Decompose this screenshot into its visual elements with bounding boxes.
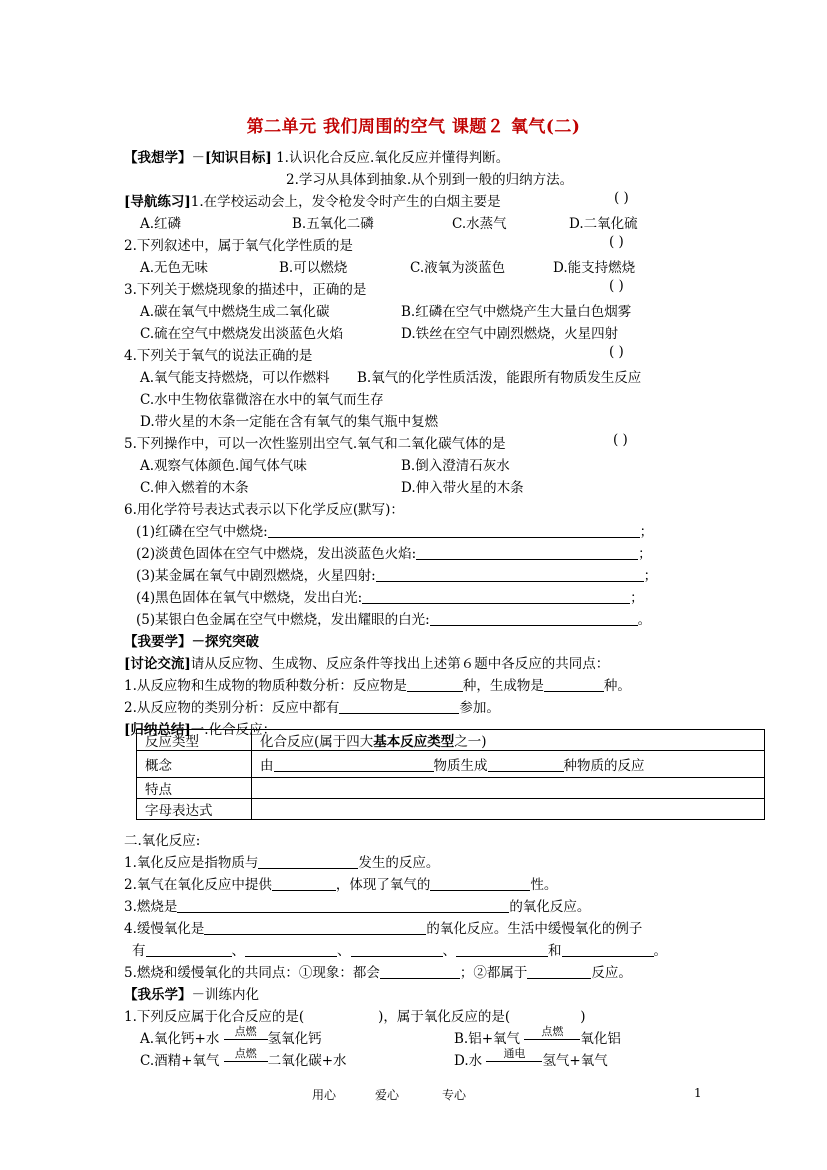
q3-option-d: D.铁丝在空气中剧烈燃烧，火星四射 xyxy=(401,326,619,342)
reaction-arrow-icon xyxy=(224,1025,268,1045)
table-row xyxy=(137,730,765,751)
answer-blank[interactable] xyxy=(488,757,564,772)
footer-motto-3: 专心 xyxy=(442,1088,467,1102)
reaction-arrow-icon xyxy=(224,1047,268,1067)
q6-item-1-text: (1)红磷在空气中燃烧: xyxy=(136,524,268,540)
question-1-answer-box: ( ) xyxy=(614,190,629,206)
section-explore xyxy=(124,630,259,650)
period: 。 xyxy=(637,612,652,628)
answer-blank[interactable] xyxy=(177,898,509,913)
section-happy xyxy=(124,983,259,1003)
q5-option-d: D.伸入带火星的木条 xyxy=(401,480,524,496)
text: 参加。 xyxy=(459,700,500,716)
table-cell-label: 概念 xyxy=(137,751,252,778)
section-head-happy: 【我乐学】 xyxy=(124,987,192,1003)
oxidation-line-2 xyxy=(124,873,557,893)
reaction-condition: 点燃 xyxy=(234,1025,257,1038)
oxidation-line-3 xyxy=(124,895,590,915)
text: 种，生成物是 xyxy=(462,678,544,694)
section-head-think: 【我想学】 xyxy=(124,150,192,166)
semicolon: ； xyxy=(630,590,644,606)
table-row xyxy=(137,778,765,799)
practice-option-c xyxy=(140,1049,347,1069)
answer-blank[interactable] xyxy=(527,964,591,979)
page-title: 第二单元 我们周围的空气 课题２ 氧气(二) xyxy=(246,117,581,137)
text: 有 xyxy=(132,943,146,959)
question-6: 6.用化学符号表达式表示以下化学反应(默写)： xyxy=(124,502,404,518)
goal-2: 2.学习从具体到抽象.从个别到一般的归纳方法。 xyxy=(286,172,574,188)
answer-blank[interactable] xyxy=(562,942,654,957)
table-cell-label: 反应类型 xyxy=(137,730,252,751)
discuss-label: [讨论交流] xyxy=(124,656,191,672)
q6-item-5-text: (5)某银白色金属在空气中燃烧，发出耀眼的白光: xyxy=(136,612,430,628)
semicolon: ； xyxy=(639,524,654,540)
text: 5.燃烧和缓慢氧化的共同点：①现象：都会 xyxy=(124,965,380,981)
goal-label: [知识目标] xyxy=(205,150,272,166)
q4-option-a: A.氧气能支持燃烧，可以作燃料 xyxy=(140,370,330,386)
text: 物质生成 xyxy=(433,758,488,774)
answer-blank[interactable] xyxy=(380,964,460,979)
q6-item-3-text: (3)某金属在氧气中剧烈燃烧，火星四射: xyxy=(136,568,376,584)
text: 化合反应(属于四大 xyxy=(260,734,374,750)
text: 的氧化反应。生活中缓慢氧化的例子 xyxy=(426,921,643,937)
text: 2.从反应物的类别分析：反应中都有 xyxy=(124,700,340,716)
products: 氢气+氧气 xyxy=(542,1053,608,1069)
answer-blank[interactable] xyxy=(376,567,644,582)
q6-item-1 xyxy=(136,520,653,540)
summary-text: 一.化合反应： xyxy=(190,722,277,738)
question-3: 3.下列关于燃烧现象的描述中，正确的是 xyxy=(124,282,367,298)
products: 氧化铝 xyxy=(580,1031,621,1047)
text: 1.氧化反应是指物质与 xyxy=(124,855,259,871)
goal-1: 1.认识化合反应.氧化反应并懂得判断。 xyxy=(276,150,510,166)
text: 2.氧气在氧化反应中提供 xyxy=(124,877,272,893)
q6-item-2 xyxy=(136,542,652,562)
q3-option-a: A.碳在氧气中燃烧生成二氧化碳 xyxy=(140,304,330,320)
learning-goals xyxy=(124,146,509,166)
table-cell-value-empty[interactable] xyxy=(252,778,765,799)
text-bold: 基本反应类型 xyxy=(373,734,455,750)
table-cell-value xyxy=(252,730,765,751)
answer-blank[interactable] xyxy=(544,677,604,692)
answer-blank[interactable] xyxy=(146,942,232,957)
section-head-explore-suffix: －探究突破 xyxy=(191,634,259,650)
text: 种物质的反应 xyxy=(563,758,645,774)
q6-item-2-text: (2)淡黄色固体在空气中燃烧，发出淡蓝色火焰: xyxy=(136,546,417,562)
guide-label: [导航练习] xyxy=(124,194,191,210)
question-4: 4.下列关于氧气的说法正确的是 xyxy=(124,348,313,364)
footer-motto-2: 爱心 xyxy=(375,1088,400,1102)
table-cell-label: 字母表达式 xyxy=(137,799,252,820)
explore-point-1 xyxy=(124,674,631,694)
q2-option-d: D.能支持燃烧 xyxy=(553,260,636,276)
q4-option-c: C.水中生物依靠微溶在水中的氧气而生存 xyxy=(140,392,384,408)
answer-blank[interactable] xyxy=(362,589,630,604)
section-head-happy-suffix: －训练内化 xyxy=(191,987,259,1003)
answer-blank[interactable] xyxy=(416,545,638,560)
text: 之一) xyxy=(454,734,487,750)
question-4-answer-box: ( ) xyxy=(609,344,624,360)
answer-blank[interactable] xyxy=(351,942,443,957)
q5-option-a: A.观察气体颜色.闻气体气味 xyxy=(140,458,307,474)
dash: － xyxy=(191,150,205,166)
answer-blank[interactable] xyxy=(272,876,336,891)
reaction-condition: 点燃 xyxy=(234,1047,257,1060)
q5-option-b: B.倒入澄清石灰水 xyxy=(401,458,510,474)
table-cell-value xyxy=(252,751,765,778)
reaction-arrow-icon xyxy=(524,1025,580,1045)
question-1-text: 1.在学校运动会上，发令枪发令时产生的白烟主要是 xyxy=(190,194,501,210)
page-number: 1 xyxy=(694,1086,702,1100)
practice-option-b xyxy=(454,1027,621,1047)
q3-option-c: C.硫在空气中燃烧发出淡蓝色火焰 xyxy=(140,326,344,342)
combination-reaction-table xyxy=(136,729,765,820)
text: 发生的反应。 xyxy=(358,855,440,871)
answer-blank[interactable] xyxy=(339,699,459,714)
table-row xyxy=(137,799,765,820)
q6-item-4 xyxy=(136,586,644,606)
q6-item-4-text: (4)黑色固体在氧气中燃烧，发出白光: xyxy=(136,590,363,606)
q4-option-d: D.带火星的木条一定能在含有氧气的集气瓶中复燃 xyxy=(140,414,439,430)
q1-option-d: D.二氧化硫 xyxy=(569,216,638,232)
q4-option-b: B.氧气的化学性质活泼，能跟所有物质发生反应 xyxy=(357,370,642,386)
reactants: B.铝+氧气 xyxy=(454,1031,521,1047)
answer-blank[interactable] xyxy=(274,757,434,772)
reaction-arrow-icon xyxy=(486,1047,542,1067)
question-1 xyxy=(124,190,501,210)
question-2-answer-box: ( ) xyxy=(609,234,624,250)
table-cell-value-empty[interactable] xyxy=(252,799,765,820)
text: 3.燃烧是 xyxy=(124,899,178,915)
question-3-answer-box: ( ) xyxy=(609,278,624,294)
answer-blank[interactable] xyxy=(245,942,337,957)
table-row xyxy=(137,751,765,778)
answer-blank[interactable] xyxy=(430,611,638,626)
q1-option-a: A.红磷 xyxy=(140,216,182,232)
footer-motto-1: 用心 xyxy=(312,1088,337,1102)
oxidation-line-4 xyxy=(124,917,642,937)
separator: 、 xyxy=(337,943,351,959)
discuss-text: 请从反应物、生成物、反应条件等找出上述第６题中各反应的共同点： xyxy=(190,656,610,672)
text: 1.从反应物和生成物的物质种数分析：反应物是 xyxy=(124,678,407,694)
answer-blank[interactable] xyxy=(430,876,530,891)
summary-label: [归纳总结] xyxy=(124,722,191,738)
q2-option-b: B.可以燃烧 xyxy=(279,260,348,276)
text: 1.下列反应属于化合反应的是( xyxy=(124,1009,305,1025)
semicolon: ； xyxy=(643,568,658,584)
q5-option-c: C.伸入燃着的木条 xyxy=(140,480,249,496)
text: 性。 xyxy=(530,877,558,893)
question-5-answer-box: ( ) xyxy=(613,432,628,448)
products: 氢氧化钙 xyxy=(267,1031,322,1047)
q6-item-3 xyxy=(136,564,657,584)
text: 种。 xyxy=(603,678,631,694)
reactants: D.水 xyxy=(454,1053,483,1069)
separator: 、 xyxy=(231,943,245,959)
text: )，属于氧化反应的是( xyxy=(378,1009,511,1025)
q3-option-b: B.红磷在空气中燃烧产生大量白色烟雾 xyxy=(401,304,632,320)
question-2: 2.下列叙述中，属于氧气化学性质的是 xyxy=(124,238,353,254)
q1-option-b: B.五氧化二磷 xyxy=(292,216,374,232)
oxidation-line-5 xyxy=(124,961,632,981)
text: ；②都属于 xyxy=(459,965,528,981)
text: 4.缓慢氧化是 xyxy=(124,921,205,937)
explore-point-2 xyxy=(124,696,500,716)
text: 和 xyxy=(548,943,562,959)
text: ) xyxy=(580,1009,586,1025)
text: 的氧化反应。 xyxy=(509,899,591,915)
semicolon: ； xyxy=(638,546,652,562)
reactants: A.氧化钙+水 xyxy=(140,1031,220,1047)
q1-option-c: C.水蒸气 xyxy=(452,216,507,232)
answer-blank[interactable] xyxy=(268,523,640,538)
reaction-condition: 通电 xyxy=(503,1047,526,1060)
oxidation-examples xyxy=(132,939,667,959)
answer-blank[interactable] xyxy=(204,920,426,935)
text: ，体现了氧气的 xyxy=(335,877,431,893)
answer-blank[interactable] xyxy=(456,942,548,957)
question-5: 5.下列操作中，可以一次性鉴别出空气.氧气和二氧化碳气体的是 xyxy=(124,436,506,452)
reactants: C.酒精+氧气 xyxy=(140,1053,220,1069)
text: 由 xyxy=(260,758,274,774)
answer-blank[interactable] xyxy=(258,854,358,869)
reaction-condition: 点燃 xyxy=(541,1025,564,1038)
table-cell-label: 特点 xyxy=(137,778,252,799)
period: 。 xyxy=(653,943,667,959)
q2-option-a: A.无色无味 xyxy=(140,260,209,276)
oxidation-heading: 二.氧化反应: xyxy=(124,833,201,849)
answer-blank[interactable] xyxy=(407,677,463,692)
discuss-line xyxy=(124,652,609,672)
oxidation-line-1 xyxy=(124,851,439,871)
q6-item-5 xyxy=(136,608,651,628)
q2-option-c: C.液氧为淡蓝色 xyxy=(410,260,506,276)
section-head-explore: 【我要学】 xyxy=(124,634,192,650)
practice-option-d xyxy=(454,1049,608,1069)
separator: 、 xyxy=(442,943,456,959)
practice-question-1 xyxy=(124,1005,585,1025)
products: 二氧化碳+水 xyxy=(267,1053,347,1069)
text: 反应。 xyxy=(591,965,632,981)
practice-option-a xyxy=(140,1027,322,1047)
